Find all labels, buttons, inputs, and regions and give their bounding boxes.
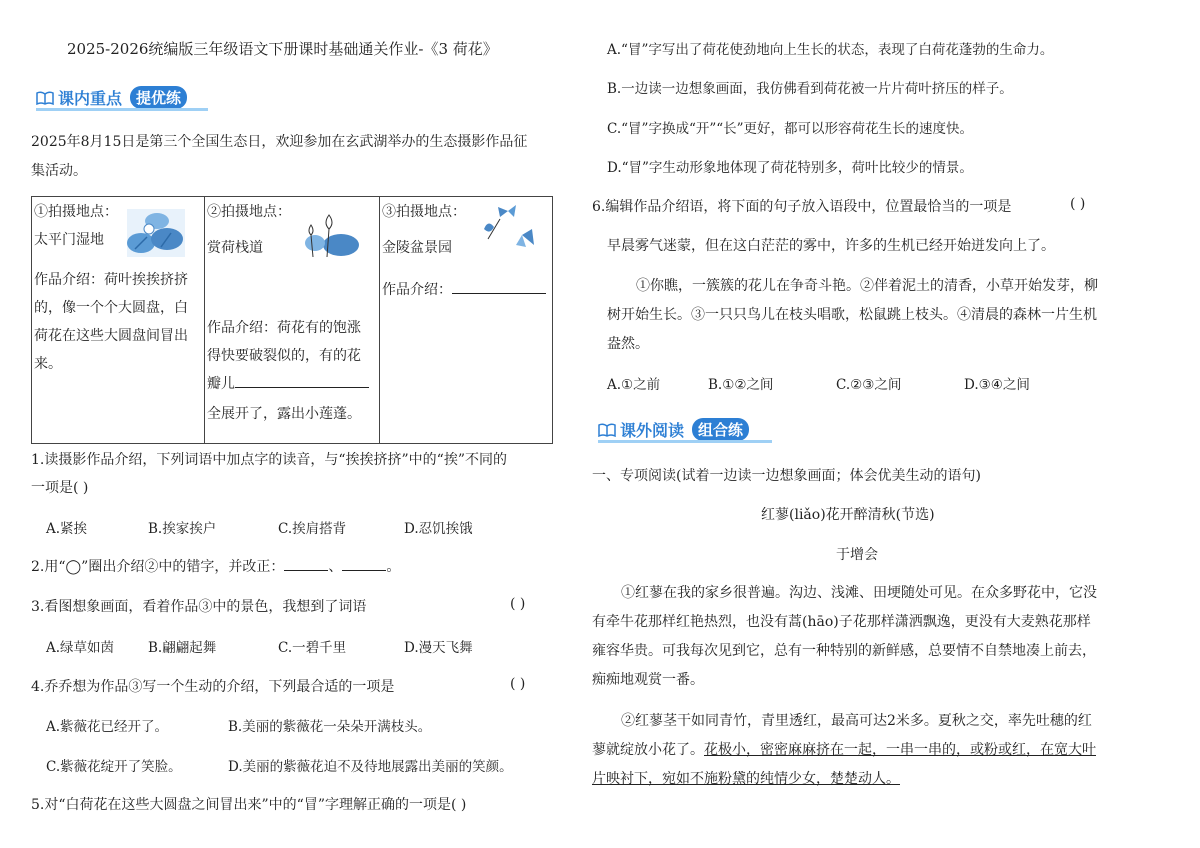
q6-text: 6.编辑作品介绍语，将下面的句子放入语段中，位置最恰当的一项是	[592, 199, 1012, 215]
reading-author: 于增会	[836, 547, 878, 563]
lotus-photo-icon	[127, 209, 185, 257]
q3-option-d[interactable]: D.漫天飞舞	[404, 640, 473, 656]
q3-option-c[interactable]: C.一碧千里	[278, 640, 347, 656]
q1-option-d[interactable]: D.忍饥挨饿	[404, 521, 473, 537]
cell1-place: 太平门湿地	[34, 232, 104, 248]
photo-cell-3	[380, 197, 553, 444]
q5-option-a[interactable]: A.“冒”字写出了荷花使劲地向上生长的状态，表现了白荷花蓬勃的生命力。	[607, 42, 1054, 58]
lotus-sketch-icon	[301, 211, 363, 259]
q4-option-a[interactable]: A.紫薇花已经开了。	[46, 719, 169, 735]
book-icon	[36, 91, 54, 105]
q6-option-a[interactable]: A.①之前	[607, 377, 661, 393]
section-underline	[598, 440, 772, 443]
q5-option-c[interactable]: C.“冒”字换成“开”“长”更好，都可以形容荷花生长的速度快。	[607, 121, 974, 137]
cell2-desc-2: 得快要破裂似的，有的花	[207, 348, 361, 364]
q4-answer-paren[interactable]: ( )	[510, 676, 526, 692]
intro-line-1: 2025年8月15日是第三个全国生态日，欢迎参加在玄武湖举办的生态摄影作品征	[31, 134, 528, 150]
q3-option-a[interactable]: A.绿草如茵	[46, 640, 115, 656]
q4-option-d[interactable]: D.美丽的紫薇花迫不及待地展露出美丽的笑颜。	[228, 759, 513, 775]
page-title: 2025-2026统编版三年级语文下册课时基础通关作业-《3 荷花》	[67, 40, 498, 58]
q6-answer-paren[interactable]: ( )	[1070, 196, 1086, 212]
q1-text-2: 一项是( )	[31, 480, 89, 496]
q6-option-c[interactable]: C.②③之间	[836, 377, 902, 393]
q4-text: 4.乔乔想为作品③写一个生动的介绍，下列最合适的一项是	[31, 679, 395, 695]
cell3-desc	[382, 279, 546, 299]
section-header-in-class	[36, 86, 187, 109]
photo-cell-1	[32, 197, 205, 444]
q4-option-b[interactable]: B.美丽的紫薇花一朵朵开满枝头。	[228, 719, 432, 735]
q6-passage-1: ①你瞧，一簇簇的花儿在争奇斗艳。②伴着泥土的清香，小草开始发芽，柳	[636, 278, 1098, 294]
cell1-desc-4: 来。	[34, 356, 62, 372]
q6-sentence: 早晨雾气迷蒙，但在这白茫茫的雾中，许多的生机已经开始迸发向上了。	[607, 238, 1055, 254]
cell3-desc-label: 作品介绍：	[382, 282, 452, 298]
q3-text: 3.看图想象画面，看着作品③中的景色，我想到了词语	[31, 599, 367, 615]
q5-option-d[interactable]: D.“冒”字生动形象地体现了荷花特别多，荷叶比较少的情景。	[607, 160, 973, 176]
cell1-desc-3: 荷花在这些大圆盘间冒出	[34, 328, 188, 344]
q6-option-d[interactable]: D.③④之间	[964, 377, 1030, 393]
cell1-desc-2: 的，像一个个大圆盘，白	[34, 300, 188, 316]
section-header-extra-reading	[598, 418, 749, 441]
intro-line-2: 集活动。	[31, 163, 87, 179]
reading-title: 红蓼(liǎo)花开醉清秋(节选)	[761, 507, 935, 523]
cell1-place-label: ①拍摄地点：	[34, 204, 118, 220]
cell2-desc-1: 作品介绍：荷花有的饱涨	[207, 320, 361, 336]
cell3-place-label: ③拍摄地点：	[382, 204, 466, 220]
cell3-place: 金陵盆景园	[382, 240, 452, 256]
q2-line	[31, 556, 400, 576]
reading-p1-4: 痴痴地观赏一番。	[592, 672, 704, 688]
reading-p2-1: ②红蓼茎干如同青竹，青里透红，最高可达2米多。夏秋之交，率先吐穗的红	[621, 713, 1092, 729]
section-label: 课外阅读	[620, 421, 685, 440]
cell2-answer-blank[interactable]	[235, 387, 369, 388]
reading-underlined-sentence: 花极小，密密麻麻挤在一起，一串一串的，或粉或红，在宽大叶	[704, 742, 1096, 758]
q2-blank-2[interactable]	[342, 570, 386, 571]
reading-p2-2	[592, 739, 1096, 759]
q2-end: 。	[386, 559, 401, 575]
cell1-desc-1: 作品介绍：荷叶挨挨挤挤	[34, 272, 188, 288]
q1-option-b[interactable]: B.挨家挨户	[148, 521, 217, 537]
q2-blank-1[interactable]	[284, 570, 328, 571]
cell2-place-label: ②拍摄地点：	[207, 204, 291, 220]
q5-text: 5.对“白荷花在这些大圆盘之间冒出来”中的“冒”字理解正确的一项是( )	[31, 797, 467, 813]
section-underline	[36, 108, 208, 111]
reading-heading: 一、专项阅读(试着一边读一边想象画面；体会优美生动的语句)	[592, 468, 981, 484]
cell2-desc-3	[207, 373, 369, 393]
q6-option-b[interactable]: B.①②之间	[708, 377, 774, 393]
photo-work-table	[31, 196, 553, 444]
q5-option-b[interactable]: B.一边读一边想象画面，我仿佛看到荷花被一片片荷叶挤压的样子。	[607, 81, 1013, 97]
butterfly-icon	[478, 205, 540, 249]
reading-p2-3: 片映衬下，宛如不施粉黛的纯情少女，楚楚动人。	[592, 771, 900, 787]
section-badge: 提优练	[130, 86, 187, 109]
section-badge: 组合练	[692, 418, 749, 441]
reading-p1-3: 雍容华贵。可我每次见到它，总有一种特别的新鲜感，总要情不自禁地凑上前去，	[592, 643, 1096, 659]
q4-option-c[interactable]: C.紫薇花绽开了笑脸。	[46, 759, 182, 775]
q3-answer-paren[interactable]: ( )	[510, 596, 526, 612]
q1-text-1: 1.读摄影作品介绍，下列词语中加点字的读音，与“挨挨挤挤”中的“挨”不同的	[31, 452, 507, 468]
cell2-desc-3-text: 瓣儿	[207, 376, 235, 392]
reading-p2-2a: 蓼就绽放小花了。	[592, 742, 704, 758]
reading-p1-1: ①红蓼在我的家乡很普遍。沟边、浅滩、田埂随处可见。在众多野花中，它没	[621, 585, 1097, 601]
q6-passage-3: 盎然。	[607, 336, 649, 352]
book-icon	[598, 423, 616, 437]
photo-cell-2	[205, 197, 380, 444]
q1-option-c[interactable]: C.挨肩搭背	[278, 521, 347, 537]
q2-separator: 、	[328, 559, 343, 575]
q3-option-b[interactable]: B.翩翩起舞	[148, 640, 217, 656]
q1-option-a[interactable]: A.紧挨	[46, 521, 88, 537]
cell2-place: 赏荷栈道	[207, 240, 263, 256]
section-label: 课内重点	[58, 89, 123, 108]
reading-p1-2: 有牵牛花那样红艳热烈，也没有蒿(hāo)子花那样潇洒飘逸，更没有大麦熟花那样	[592, 614, 1091, 630]
cell3-answer-blank[interactable]	[452, 293, 546, 294]
q2-text: 2.用“◯”圈出介绍②中的错字，并改正：	[31, 559, 285, 575]
cell2-desc-4: 全展开了，露出小莲蓬。	[207, 406, 361, 422]
q6-passage-2: 树开始生长。③一只只鸟儿在枝头唱歌，松鼠跳上枝头。④清晨的森林一片生机	[607, 307, 1097, 323]
